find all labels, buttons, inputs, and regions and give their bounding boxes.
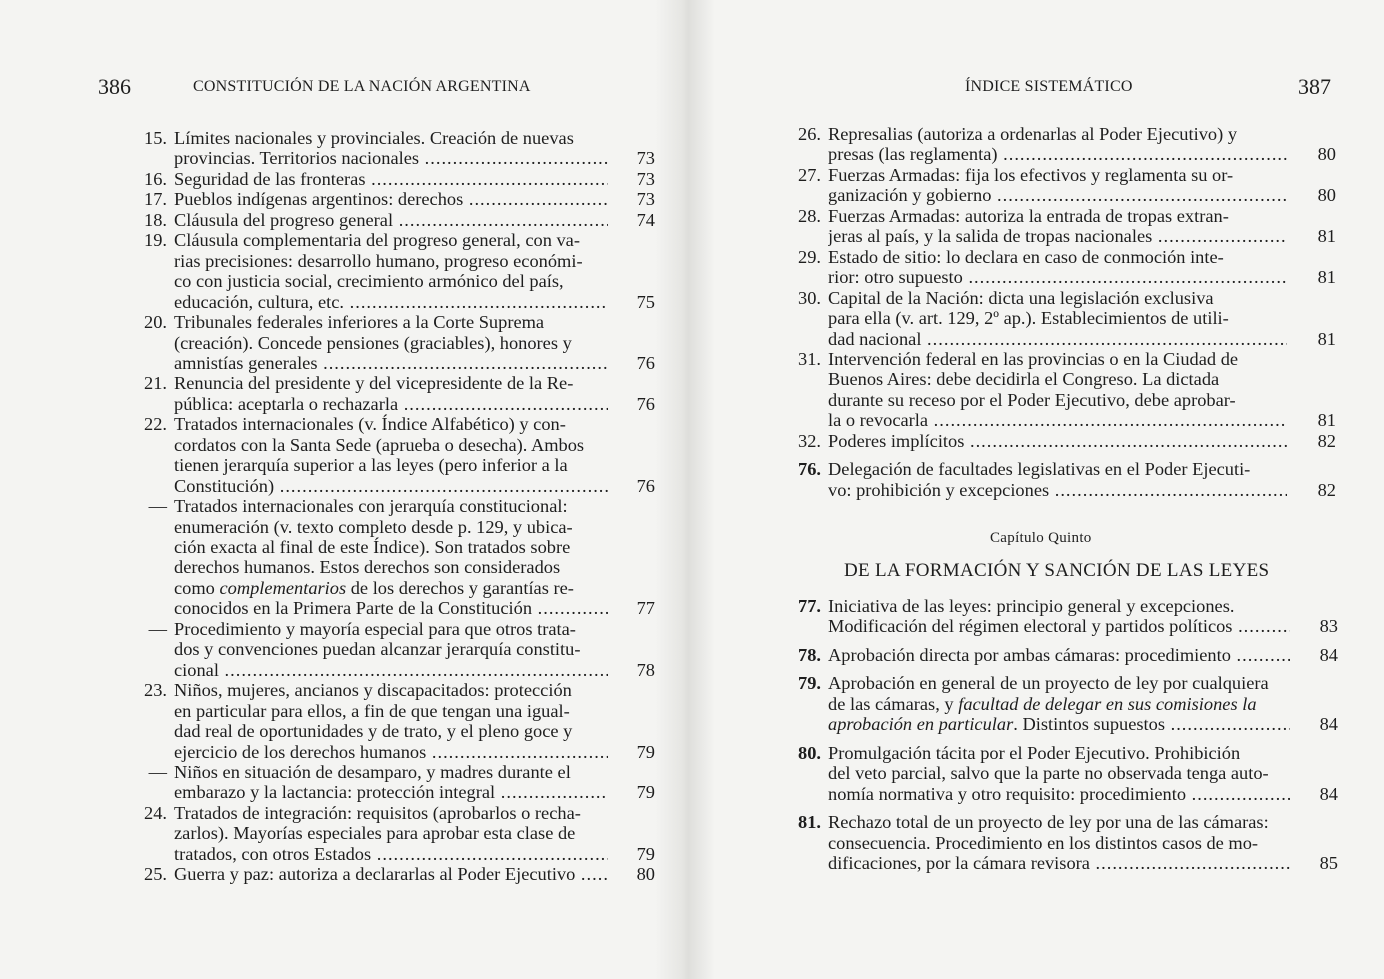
index-line — [790, 185, 1287, 206]
entry-text: educación, cultura, etc. ..... — [174, 292, 608, 313]
entry-text: Seguridad de las fronteras ..... — [174, 169, 608, 190]
index-line — [130, 782, 608, 803]
entry-number: 19. — [144, 230, 167, 251]
entry-text: Intervención federal en las provincias o en la Ciudad de — [828, 348, 1239, 369]
index-line — [790, 144, 1287, 165]
index-line — [130, 864, 608, 885]
index-line — [790, 308, 1287, 329]
index-line — [130, 742, 608, 763]
entry-text: como complementarios de los derechos y garantías re- — [174, 577, 574, 598]
entry-text: derechos humanos. Estos derechos son considerados — [174, 557, 561, 578]
entry-number: 16. — [144, 168, 167, 189]
entry-text: pública: aceptarla o rechazarla ..... — [174, 394, 608, 415]
index-line — [130, 823, 608, 844]
index-line — [790, 247, 1287, 268]
index-line — [130, 619, 608, 640]
index-line — [130, 598, 608, 619]
index-line — [790, 853, 1290, 874]
entry-text: Renuncia del presidente y del vicepresidente de la Re- — [174, 373, 574, 394]
index-line — [130, 128, 608, 149]
index-line — [790, 124, 1287, 145]
entry-text: co con justicia social, crecimiento armónico del país, — [174, 271, 564, 292]
right-running-header: ÍNDICE SISTEMÁTICO — [965, 78, 1133, 95]
index-line — [790, 165, 1287, 186]
index-line — [790, 743, 1290, 764]
index-line — [130, 680, 608, 701]
entry-text: rior: otro supuesto ..... — [828, 267, 1287, 288]
index-line — [130, 312, 608, 333]
entry-page-number: 82 — [1317, 430, 1336, 451]
index-line — [790, 645, 1290, 666]
entry-text: Niños, mujeres, ancianos y discapacitados: protección — [174, 680, 572, 701]
entry-text: Tratados de integración: requisitos (aprobarlos o recha- — [174, 802, 581, 823]
entry-text: jeras al país, y la salida de tropas nacionales ..... — [828, 226, 1287, 247]
book-gutter — [655, 0, 715, 979]
entry-text: dad real de oportunidades y de trato, y el pleno goce y — [174, 721, 573, 742]
index-line — [130, 189, 608, 210]
index-line — [790, 694, 1290, 715]
entry-text: presas (las reglamenta) ..... — [828, 144, 1287, 165]
entry-text: Tribunales federales inferiores a la Corte Suprema — [174, 312, 545, 333]
index-line — [130, 292, 608, 313]
chapter-label: Capítulo Quinto — [990, 530, 1092, 546]
left-running-header: CONSTITUCIÓN DE LA NACIÓN ARGENTINA — [193, 78, 531, 95]
index-line — [790, 329, 1287, 350]
chapter-title: DE LA FORMACIÓN Y SANCIÓN DE LAS LEYES — [844, 560, 1270, 581]
entry-page-number: 76 — [636, 393, 655, 414]
index-line — [790, 390, 1287, 411]
entry-page-number: 75 — [636, 291, 655, 312]
index-line — [790, 349, 1287, 370]
entry-text: embarazo y la lactancia: protección integral ..... — [174, 782, 608, 803]
entry-text: Iniciativa de las leyes: principio general y excepciones. — [828, 596, 1235, 616]
entry-page-number: 77 — [636, 598, 655, 619]
index-line — [790, 812, 1290, 833]
entry-number: 26. — [798, 124, 821, 144]
index-line — [790, 459, 1287, 480]
entry-text: cional ..... — [174, 660, 608, 681]
entry-text: Procedimiento y mayoría especial para que otros trata- — [174, 618, 576, 639]
entry-number: 25. — [144, 864, 167, 885]
index-line — [130, 803, 608, 824]
index-line — [790, 833, 1290, 854]
entry-page-number: 74 — [636, 209, 655, 230]
entry-text: Fuerzas Armadas: autoriza la entrada de tropas extran- — [828, 205, 1229, 226]
index-line — [130, 844, 608, 865]
entry-number: 22. — [144, 414, 167, 435]
entry-text: vo: prohibición y excepciones ..... — [828, 480, 1287, 501]
index-line — [130, 373, 608, 394]
entry-page-number: 80 — [1317, 144, 1336, 165]
entry-number: 79. — [798, 673, 821, 694]
entry-text: amnistías generales ..... — [174, 353, 608, 374]
entry-page-number: 73 — [636, 148, 655, 169]
entry-page-number: 83 — [1319, 616, 1338, 637]
entry-text: Aprobación directa por ambas cámaras: procedimiento ..... — [828, 645, 1290, 666]
index-line — [130, 578, 608, 599]
entry-page-number: 81 — [1317, 267, 1336, 288]
index-line — [130, 721, 608, 742]
entry-number: 24. — [144, 802, 167, 823]
entry-text: Niños en situación de desamparo, y madres durante el — [174, 761, 571, 782]
entry-text: Represalias (autoriza a ordenarlas al Poder Ejecutivo) y — [828, 124, 1238, 144]
entry-number: 30. — [798, 287, 821, 308]
entry-page-number: 80 — [1317, 185, 1336, 206]
entry-text: ganización y gobierno ..... — [828, 185, 1287, 206]
entry-page-number: 84 — [1319, 783, 1338, 804]
entry-number: 20. — [144, 312, 167, 333]
entry-page-number: 73 — [636, 168, 655, 189]
index-line — [130, 333, 608, 354]
entry-page-number: 79 — [636, 782, 655, 803]
entry-number: 80. — [798, 742, 821, 763]
entry-text: en particular para ellos, a fin de que tengan una igual- — [174, 700, 570, 721]
index-line — [790, 784, 1290, 805]
index-line — [130, 394, 608, 415]
entry-text: nomía normativa y otro requisito: procedimiento ..... — [828, 784, 1290, 805]
entry-text: consecuencia. Procedimiento en los distintos casos de mo- — [828, 832, 1259, 853]
index-line — [130, 762, 608, 783]
entry-number: 15. — [144, 128, 167, 148]
entry-page-number: 84 — [1319, 644, 1338, 665]
entry-page-number: 76 — [636, 352, 655, 373]
entry-number: — — [148, 618, 167, 639]
index-line — [130, 251, 608, 272]
index-line — [130, 353, 608, 374]
entry-page-number: 73 — [636, 189, 655, 210]
index-line — [790, 714, 1290, 735]
entry-text: Tratados internacionales (v. Índice Alfabético) y con- — [174, 414, 566, 435]
entry-number: 77. — [798, 596, 821, 616]
index-line — [130, 271, 608, 292]
entry-text: tienen jerarquía superior a las leyes (pero inferior a la — [174, 455, 568, 476]
entry-text: dad nacional ..... — [828, 329, 1287, 350]
entry-text: la o revocarla ..... — [828, 410, 1287, 431]
index-line — [130, 557, 608, 578]
index-line — [130, 496, 608, 517]
entry-text: Capital de la Nación: dicta una legislación exclusiva — [828, 287, 1214, 308]
entry-text: para ella (v. art. 129, 2º ap.). Establecimientos de utili- — [828, 308, 1229, 329]
entry-text: Guerra y paz: autoriza a declararlas al Poder Ejecutivo ..... — [174, 864, 608, 885]
index-line — [130, 660, 608, 681]
index-line — [130, 537, 608, 558]
entry-text: Fuerzas Armadas: fija los efectivos y reglamenta su or- — [828, 164, 1234, 185]
entry-page-number: 82 — [1317, 479, 1336, 500]
entry-number: 28. — [798, 205, 821, 226]
index-line — [790, 226, 1287, 247]
entry-number: 81. — [798, 812, 821, 833]
index-line — [790, 616, 1290, 637]
index-line — [130, 517, 608, 538]
entry-text: aprobación en particular. Distintos supuestos ..... — [828, 714, 1290, 735]
entry-number: — — [148, 761, 167, 782]
index-line — [130, 230, 608, 251]
entry-text: Cláusula del progreso general ..... — [174, 210, 608, 231]
index-line — [790, 673, 1290, 694]
index-line — [130, 639, 608, 660]
entry-number: — — [148, 496, 167, 517]
index-line — [130, 169, 608, 190]
index-line — [130, 701, 608, 722]
entry-text: ción exacta al final de este Índice). Son tratados sobre — [174, 537, 571, 557]
entry-page-number: 79 — [636, 843, 655, 864]
index-line — [790, 369, 1287, 390]
index-line — [130, 414, 608, 435]
index-line — [790, 596, 1290, 617]
entry-number: 17. — [144, 189, 167, 210]
entry-text: Modificación del régimen electoral y partidos políticos ..... — [828, 616, 1290, 637]
entry-number: 78. — [798, 644, 821, 665]
entry-text: conocidos en la Primera Parte de la Constitución ..... — [174, 598, 608, 619]
entry-text: de las cámaras, y facultad de delegar en sus comisiones la — [828, 693, 1257, 714]
index-line — [790, 267, 1287, 288]
entry-text: Rechazo total de un proyecto de ley por una de las cámaras: — [828, 812, 1269, 833]
entry-page-number: 80 — [636, 864, 655, 885]
index-line — [130, 455, 608, 476]
entry-page-number: 84 — [1319, 714, 1338, 735]
entry-number: 31. — [798, 348, 821, 369]
entry-text: dos y convenciones puedan alcanzar jerarquía constitu- — [174, 639, 581, 660]
entry-text: Delegación de facultades legislativas en el Poder Ejecuti- — [828, 459, 1251, 480]
entry-number: 23. — [144, 680, 167, 701]
index-line — [130, 210, 608, 231]
entry-text: Pueblos indígenas argentinos: derechos ..... — [174, 189, 608, 210]
entry-number: 27. — [798, 164, 821, 185]
entry-text: (creación). Concede pensiones (graciables), honores y — [174, 332, 572, 353]
entry-text: durante su receso por el Poder Ejecutivo, debe aprobar- — [828, 389, 1236, 410]
entry-number: 18. — [144, 209, 167, 230]
index-line — [790, 410, 1287, 431]
entry-page-number: 81 — [1317, 226, 1336, 247]
entry-text: tratados, con otros Estados ..... — [174, 844, 608, 865]
entry-text: dificaciones, por la cámara revisora ..... — [828, 853, 1290, 874]
index-line — [790, 288, 1287, 309]
entry-text: cordatos con la Santa Sede (aprueba o desecha). Ambos — [174, 434, 585, 455]
entry-text: Buenos Aires: debe decidirla el Congreso. La dictada — [828, 369, 1220, 390]
entry-page-number: 76 — [636, 475, 655, 496]
entry-page-number: 78 — [636, 659, 655, 680]
entry-number: 76. — [798, 459, 821, 480]
index-line — [790, 206, 1287, 227]
entry-text: Estado de sitio: lo declara en caso de conmoción inte- — [828, 246, 1224, 267]
right-page-number: 387 — [1298, 74, 1331, 99]
entry-text: provincias. Territorios nacionales ..... — [174, 148, 608, 169]
index-line — [130, 148, 608, 169]
entry-text: Cláusula complementaria del progreso general, con va- — [174, 230, 580, 251]
index-line — [790, 431, 1287, 452]
entry-text: zarlos). Mayorías especiales para aprobar esta clase de — [174, 823, 576, 844]
entry-text: Constitución) ..... — [174, 476, 608, 497]
entry-page-number: 81 — [1317, 410, 1336, 431]
entry-number: 21. — [144, 373, 167, 394]
entry-text: Poderes implícitos ..... — [828, 431, 1287, 452]
index-line — [790, 763, 1290, 784]
entry-number: 32. — [798, 430, 821, 451]
entry-text: ejercicio de los derechos humanos ..... — [174, 742, 608, 763]
index-line — [130, 476, 608, 497]
left-page-number: 386 — [98, 74, 131, 99]
entry-text: Promulgación tácita por el Poder Ejecutivo. Prohibición — [828, 742, 1241, 763]
index-line — [130, 435, 608, 456]
entry-page-number: 79 — [636, 741, 655, 762]
entry-text: rias precisiones: desarrollo humano, progreso económi- — [174, 250, 583, 271]
index-line — [790, 480, 1287, 501]
entry-page-number: 81 — [1317, 328, 1336, 349]
entry-text: enumeración (v. texto completo desde p. 129, y ubica- — [174, 516, 573, 537]
entry-text: Límites nacionales y provinciales. Creación de nuevas — [174, 128, 574, 148]
entry-text: del veto parcial, salvo que la parte no observada tenga auto- — [828, 763, 1269, 784]
entry-text: Tratados internacionales con jerarquía constitucional: — [174, 496, 568, 517]
entry-text: Aprobación en general de un proyecto de ley por cualquiera — [828, 673, 1269, 694]
entry-page-number: 85 — [1319, 852, 1338, 873]
entry-number: 29. — [798, 246, 821, 267]
